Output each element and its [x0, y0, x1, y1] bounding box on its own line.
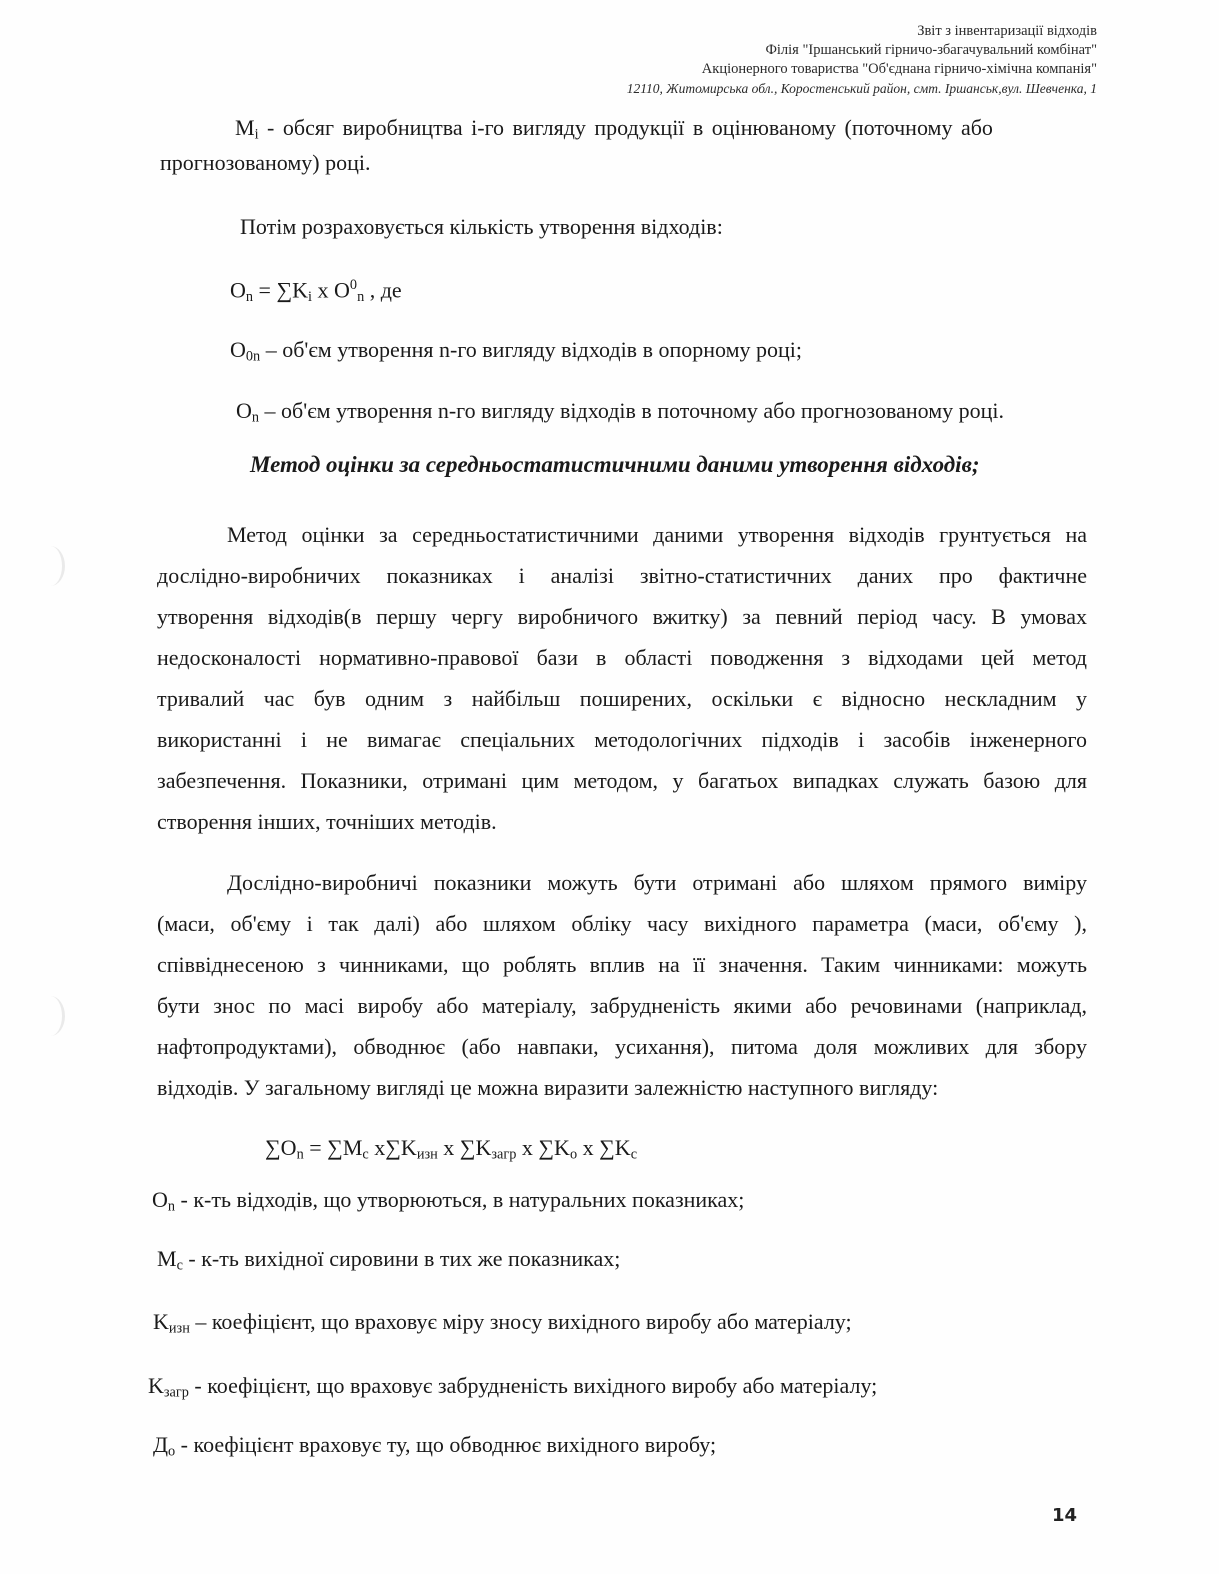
header-address: 12110, Житомирська обл., Коростенський район, смт. Іршанськ,вул. Шевченка, 1 [626, 81, 1097, 96]
definition-item: $Д_o$ - коефіцієнт враховує ту, що обводнює вихідного виробу; [153, 1432, 717, 1460]
definition-o0n: $O_{0n} - об'єм$ утворення n-го вигляду відходів в опорному році; [230, 337, 803, 365]
formula-sum-on: $\sum O_n = \sum M_c$ $x\sum K_{изн}$ x $\sum K_{загр}$ x $\sum K_o$ x $\sum K_c$ [265, 1135, 638, 1163]
paragraph-indicators: Дослідно-виробничі показники можуть бути отримані або шляхом прямого виміру (маси, об'єму і так далі) або шляхом обліку часу вихідного параметра (маси, об'єму ), співвіднесеною з чинниками, що роблять вплив на її значення. Таким чинниками: можуть бути знос по масі виробу або матеріалу, забрудненість якими або речовинами (наприклад, нафтопродуктами), обводнює (або навпаки, усихання), питома доля можливих для збору відходів. У загальному вигляді це можна виразити залежністю наступного вигляду: [157, 870, 1087, 1100]
header-branch: Філія "Іршанський гірничо-збагачувальний комбінат" [765, 42, 1097, 58]
document-header [627, 22, 1097, 98]
mi-definition-line1: $M_i$ - обсяг виробництва і-го вигляду продукції в оцінюваному (поточному або [235, 115, 993, 143]
formula-on: $O_n = \sum K_i$ x $O^0_n$ , де [230, 277, 402, 306]
definition-item: $K_{изн}$ – коефіцієнт, що враховує міру зносу вихідного виробу або матеріалу; [153, 1309, 852, 1337]
mi-symbol: M [235, 115, 255, 140]
definition-item: $M_c - к-ть$ вихідної сировини в тих же показниках; [157, 1246, 621, 1274]
section-heading: Метод оцінки за середньостатистичними даними утворення відходів; [250, 452, 980, 477]
mi-text: - обсяг виробництва і-го вигляду продукції в оцінюваному (поточному або [267, 115, 993, 140]
page-number: 14 [1052, 1505, 1078, 1526]
definition-item: $O_n - к-ть$ відходів, що утворюються, в натуральних показниках; [152, 1187, 745, 1215]
paragraph-method-description: Метод оцінки за середньостатистичними даними утворення відходів грунтується на дослідно-виробничих показниках і аналізі звітно-статистичних даних про фактичне утворення відходів(в першу чергу виробничого вжитку) за певний період часу. В умовах недосконалості нормативно-правової бази в області поводження з відходами цей метод тривалий час був одним з найбільш поширених, оскільки є відносно нескладним у використанні і не вимагає спеціальних методологічних підходів і засобів інженерного забезпечення. Показники, отримані цим методом, у багатьох випадках служать базою для створення інших, точніших методів. [157, 522, 1087, 834]
header-company: Акціонерного товариства "Об'єднана гірничо-хімічна компанія" [701, 61, 1097, 77]
header-title: Звіт з інвентаризації відходів [917, 23, 1097, 39]
definition-on: $O_n - об'єм$ утворення n-го вигляду відходів в поточному або прогнозованому році. [236, 398, 1005, 426]
then-text: Потім розраховується кількість утворення відходів: [240, 214, 723, 239]
punch-hole-mark [36, 996, 65, 1036]
mi-definition-line2: прогнозованому) році. [160, 150, 371, 175]
punch-hole-mark [36, 546, 65, 586]
definition-item: $K_{загр}$ - коефіцієнт, що враховує забрудненість вихідного виробу або матеріалу; [148, 1373, 878, 1401]
